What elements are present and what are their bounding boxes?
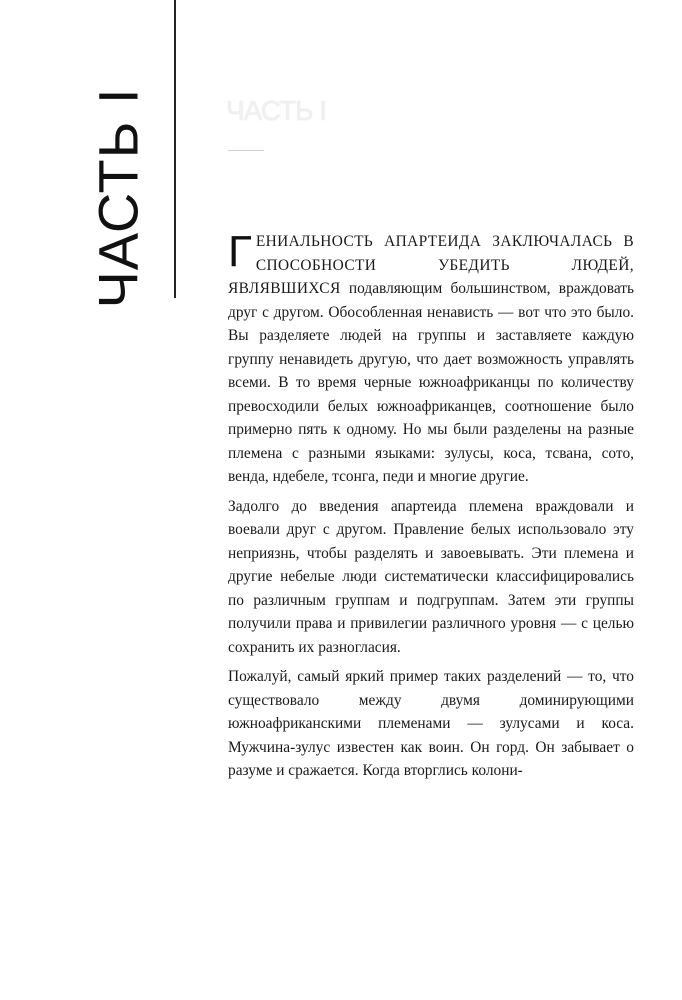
vertical-part-title-text: ЧАСТЬ I — [87, 87, 151, 309]
paragraph-1-text: подавляющим большинством, враждовать друг с другом. Обособленная ненависть — вот что это было. Вы разделяете людей на группы и заставляете каждую группу ненавидеть другую, что дает возможность управлять всеми. В то время черные южноафриканцы по количеству превосходили белых южноафриканцев, соотношение было примерно пять к одному. Но мы были разделены на разные племена с разными языками: зулусы, коса, тсвана, сото, венда, ндебеле, тсонга, педи и многие другие. — [228, 280, 634, 485]
paragraph-1 — [228, 227, 634, 489]
drop-cap: Г — [228, 227, 252, 276]
body-text — [228, 227, 634, 783]
heading-rule — [228, 150, 264, 151]
vertical-divider — [174, 0, 176, 298]
lead-caps: ЕНИАЛЬНОСТЬ АПАРТЕИДА ЗАКЛЮЧАЛАСЬ В СПОСОБНОСТИ УБЕДИТЬ ЛЮДЕЙ, ЯВЛЯВШИХСЯ — [228, 233, 634, 297]
paragraph-3: Пожалуй, самый яркий пример таких разделений — то, что существовало между двумя доминирующими южноафриканскими племенами — зулусами и коса. Мужчина-зулус известен как воин. Он горд. Он забывает о разуме и сражается. Когда вторглись колони- — [228, 668, 634, 779]
vertical-part-title — [87, 87, 151, 309]
paragraph-2: Задолго до введения апартеида племена враждовали и воевали друг с другом. Правление белых использовало эту неприязнь, чтобы разделять и завоевывать. Эти племена и другие небелые люди систематически классифицировались по различным группам и подгруппам. Затем эти группы получили права и привилегии различного уровня — с целью сохранить их разногласия. — [228, 497, 634, 656]
part-heading: ЧАСТЬ I — [226, 95, 327, 126]
